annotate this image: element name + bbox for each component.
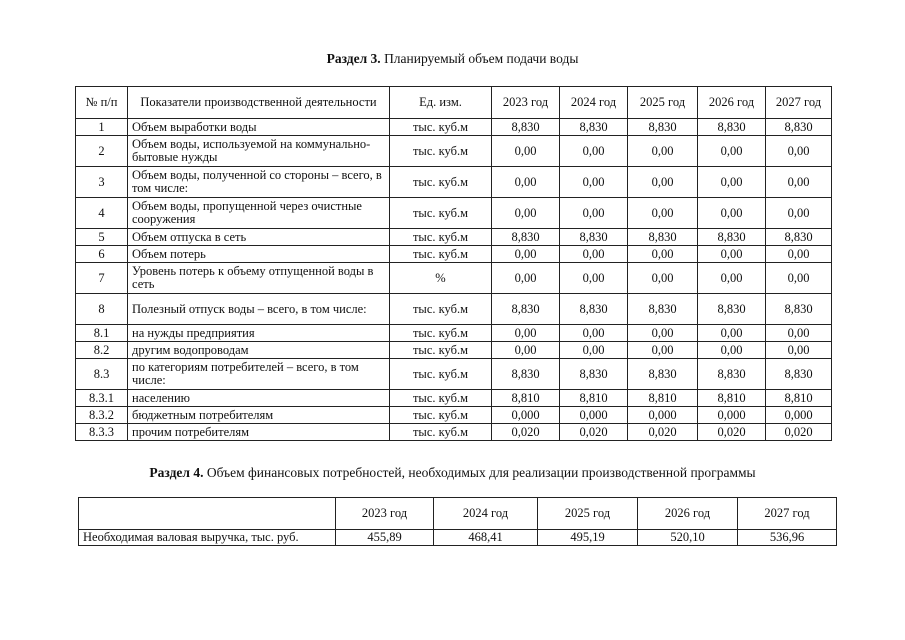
cell-value: 8,830 bbox=[628, 119, 698, 136]
row-unit: тыс. куб.м bbox=[390, 119, 492, 136]
section-3-prefix: Раздел 3. bbox=[326, 51, 381, 66]
table-header-row bbox=[79, 498, 837, 530]
table-header-row bbox=[76, 87, 832, 119]
row-number: 8.3.2 bbox=[76, 407, 128, 424]
row-unit: тыс. куб.м bbox=[390, 359, 492, 390]
cell-value: 8,830 bbox=[560, 294, 628, 325]
cell-value: 0,00 bbox=[766, 167, 832, 198]
cell-value: 0,00 bbox=[628, 325, 698, 342]
cell-value: 520,10 bbox=[638, 530, 738, 546]
row-indicator-name: Объем воды, используемой на коммунально-бытовые нужды bbox=[128, 136, 390, 167]
row-number: 8.3.3 bbox=[76, 424, 128, 441]
cell-value: 0,00 bbox=[560, 246, 628, 263]
cell-value: 0,00 bbox=[628, 263, 698, 294]
row-unit: тыс. куб.м bbox=[390, 246, 492, 263]
table-row bbox=[79, 530, 837, 546]
cell-value: 0,00 bbox=[560, 136, 628, 167]
cell-value: 0,020 bbox=[766, 424, 832, 441]
cell-value: 0,00 bbox=[766, 263, 832, 294]
header-year: 2027 год bbox=[766, 87, 832, 119]
header-year: 2026 год bbox=[698, 87, 766, 119]
cell-value: 0,00 bbox=[492, 325, 560, 342]
header-year: 2026 год bbox=[638, 498, 738, 530]
cell-value: 0,00 bbox=[766, 325, 832, 342]
table-row bbox=[76, 294, 832, 325]
row-number: 7 bbox=[76, 263, 128, 294]
row-unit: тыс. куб.м bbox=[390, 167, 492, 198]
cell-value: 0,020 bbox=[492, 424, 560, 441]
row-indicator-name: Объем выработки воды bbox=[128, 119, 390, 136]
cell-value: 8,830 bbox=[492, 294, 560, 325]
section-4-heading bbox=[0, 465, 905, 481]
cell-value: 0,00 bbox=[560, 263, 628, 294]
cell-value: 8,830 bbox=[628, 359, 698, 390]
cell-value: 0,00 bbox=[628, 342, 698, 359]
header-year: 2027 год bbox=[738, 498, 837, 530]
table-row bbox=[76, 229, 832, 246]
row-number: 8 bbox=[76, 294, 128, 325]
cell-value: 0,00 bbox=[560, 325, 628, 342]
cell-value: 0,00 bbox=[560, 167, 628, 198]
cell-value: 0,00 bbox=[698, 263, 766, 294]
financial-needs-table bbox=[78, 497, 837, 546]
row-number: 2 bbox=[76, 136, 128, 167]
row-number: 6 bbox=[76, 246, 128, 263]
header-year: 2025 год bbox=[628, 87, 698, 119]
cell-value: 8,830 bbox=[698, 294, 766, 325]
cell-value: 0,00 bbox=[766, 246, 832, 263]
header-year: 2023 год bbox=[336, 498, 434, 530]
row-unit: тыс. куб.м bbox=[390, 198, 492, 229]
table-row bbox=[76, 198, 832, 229]
table-row bbox=[76, 390, 832, 407]
cell-value: 0,00 bbox=[628, 198, 698, 229]
row-indicator-name: Уровень потерь к объему отпущенной воды в сеть bbox=[128, 263, 390, 294]
row-number: 3 bbox=[76, 167, 128, 198]
row-name: Необходимая валовая выручка, тыс. руб. bbox=[79, 530, 336, 546]
header-empty bbox=[79, 498, 336, 530]
cell-value: 8,810 bbox=[766, 390, 832, 407]
cell-value: 468,41 bbox=[434, 530, 538, 546]
cell-value: 0,00 bbox=[698, 136, 766, 167]
row-indicator-name: по категориям потребителей – всего, в том числе: bbox=[128, 359, 390, 390]
table-row bbox=[76, 136, 832, 167]
header-year: 2025 год bbox=[538, 498, 638, 530]
section-4-title: Объем финансовых потребностей, необходимых для реализации производственной программы bbox=[206, 465, 756, 480]
cell-value: 0,00 bbox=[698, 325, 766, 342]
row-unit: тыс. куб.м bbox=[390, 325, 492, 342]
cell-value: 8,830 bbox=[492, 229, 560, 246]
header-num: № п/п bbox=[76, 87, 128, 119]
row-number: 5 bbox=[76, 229, 128, 246]
row-unit: тыс. куб.м bbox=[390, 424, 492, 441]
table-row bbox=[76, 424, 832, 441]
cell-value: 0,00 bbox=[766, 342, 832, 359]
row-indicator-name: другим водопроводам bbox=[128, 342, 390, 359]
cell-value: 0,00 bbox=[766, 136, 832, 167]
cell-value: 0,00 bbox=[492, 198, 560, 229]
row-unit: тыс. куб.м bbox=[390, 390, 492, 407]
cell-value: 536,96 bbox=[738, 530, 837, 546]
cell-value: 8,830 bbox=[560, 229, 628, 246]
row-indicator-name: бюджетным потребителям bbox=[128, 407, 390, 424]
row-unit: тыс. куб.м bbox=[390, 294, 492, 325]
row-indicator-name: прочим потребителям bbox=[128, 424, 390, 441]
cell-value: 8,830 bbox=[766, 359, 832, 390]
row-unit: тыс. куб.м bbox=[390, 407, 492, 424]
cell-value: 8,830 bbox=[628, 229, 698, 246]
cell-value: 0,00 bbox=[628, 167, 698, 198]
row-indicator-name: Объем потерь bbox=[128, 246, 390, 263]
row-number: 8.3 bbox=[76, 359, 128, 390]
table-row bbox=[76, 167, 832, 198]
table-row bbox=[76, 246, 832, 263]
cell-value: 0,00 bbox=[628, 246, 698, 263]
row-number: 8.2 bbox=[76, 342, 128, 359]
cell-value: 8,830 bbox=[560, 359, 628, 390]
row-indicator-name: Объем отпуска в сеть bbox=[128, 229, 390, 246]
header-unit: Ед. изм. bbox=[390, 87, 492, 119]
row-indicator-name: Полезный отпуск воды – всего, в том числе: bbox=[128, 294, 390, 325]
row-number: 1 bbox=[76, 119, 128, 136]
cell-value: 8,810 bbox=[698, 390, 766, 407]
cell-value: 8,810 bbox=[628, 390, 698, 407]
cell-value: 0,00 bbox=[628, 136, 698, 167]
row-unit: % bbox=[390, 263, 492, 294]
table-row bbox=[76, 263, 832, 294]
row-indicator-name: Объем воды, пропущенной через очистные сооружения bbox=[128, 198, 390, 229]
cell-value: 8,830 bbox=[492, 119, 560, 136]
cell-value: 0,000 bbox=[492, 407, 560, 424]
header-year: 2023 год bbox=[492, 87, 560, 119]
row-indicator-name: на нужды предприятия bbox=[128, 325, 390, 342]
cell-value: 495,19 bbox=[538, 530, 638, 546]
cell-value: 0,00 bbox=[492, 342, 560, 359]
cell-value: 0,00 bbox=[698, 167, 766, 198]
table-row bbox=[76, 342, 832, 359]
cell-value: 8,830 bbox=[766, 294, 832, 325]
water-supply-table bbox=[75, 86, 832, 441]
row-unit: тыс. куб.м bbox=[390, 342, 492, 359]
cell-value: 8,810 bbox=[560, 390, 628, 407]
cell-value: 8,830 bbox=[698, 119, 766, 136]
row-indicator-name: населению bbox=[128, 390, 390, 407]
header-year: 2024 год bbox=[560, 87, 628, 119]
cell-value: 8,830 bbox=[766, 229, 832, 246]
header-indicator: Показатели производственной деятельности bbox=[128, 87, 390, 119]
cell-value: 0,00 bbox=[698, 342, 766, 359]
cell-value: 8,830 bbox=[766, 119, 832, 136]
cell-value: 8,830 bbox=[698, 359, 766, 390]
section-3-heading bbox=[0, 51, 905, 67]
table-row bbox=[76, 119, 832, 136]
cell-value: 0,00 bbox=[698, 246, 766, 263]
row-number: 4 bbox=[76, 198, 128, 229]
cell-value: 8,810 bbox=[492, 390, 560, 407]
row-unit: тыс. куб.м bbox=[390, 229, 492, 246]
section-4-prefix: Раздел 4. bbox=[149, 465, 204, 480]
cell-value: 0,000 bbox=[628, 407, 698, 424]
section-3-title: Планируемый объем подачи воды bbox=[384, 51, 579, 66]
cell-value: 0,000 bbox=[698, 407, 766, 424]
cell-value: 0,000 bbox=[766, 407, 832, 424]
cell-value: 455,89 bbox=[336, 530, 434, 546]
cell-value: 8,830 bbox=[698, 229, 766, 246]
table-row bbox=[76, 359, 832, 390]
cell-value: 8,830 bbox=[492, 359, 560, 390]
cell-value: 0,00 bbox=[492, 136, 560, 167]
cell-value: 0,020 bbox=[698, 424, 766, 441]
cell-value: 0,000 bbox=[560, 407, 628, 424]
cell-value: 8,830 bbox=[560, 119, 628, 136]
cell-value: 0,00 bbox=[698, 198, 766, 229]
header-year: 2024 год bbox=[434, 498, 538, 530]
cell-value: 0,00 bbox=[492, 246, 560, 263]
table-row bbox=[76, 325, 832, 342]
cell-value: 0,00 bbox=[560, 198, 628, 229]
cell-value: 0,00 bbox=[560, 342, 628, 359]
row-number: 8.3.1 bbox=[76, 390, 128, 407]
row-indicator-name: Объем воды, полученной со стороны – всего, в том числе: bbox=[128, 167, 390, 198]
row-number: 8.1 bbox=[76, 325, 128, 342]
cell-value: 0,020 bbox=[560, 424, 628, 441]
cell-value: 0,00 bbox=[492, 167, 560, 198]
cell-value: 0,00 bbox=[492, 263, 560, 294]
table-row bbox=[76, 407, 832, 424]
cell-value: 0,00 bbox=[766, 198, 832, 229]
row-unit: тыс. куб.м bbox=[390, 136, 492, 167]
cell-value: 8,830 bbox=[628, 294, 698, 325]
cell-value: 0,020 bbox=[628, 424, 698, 441]
